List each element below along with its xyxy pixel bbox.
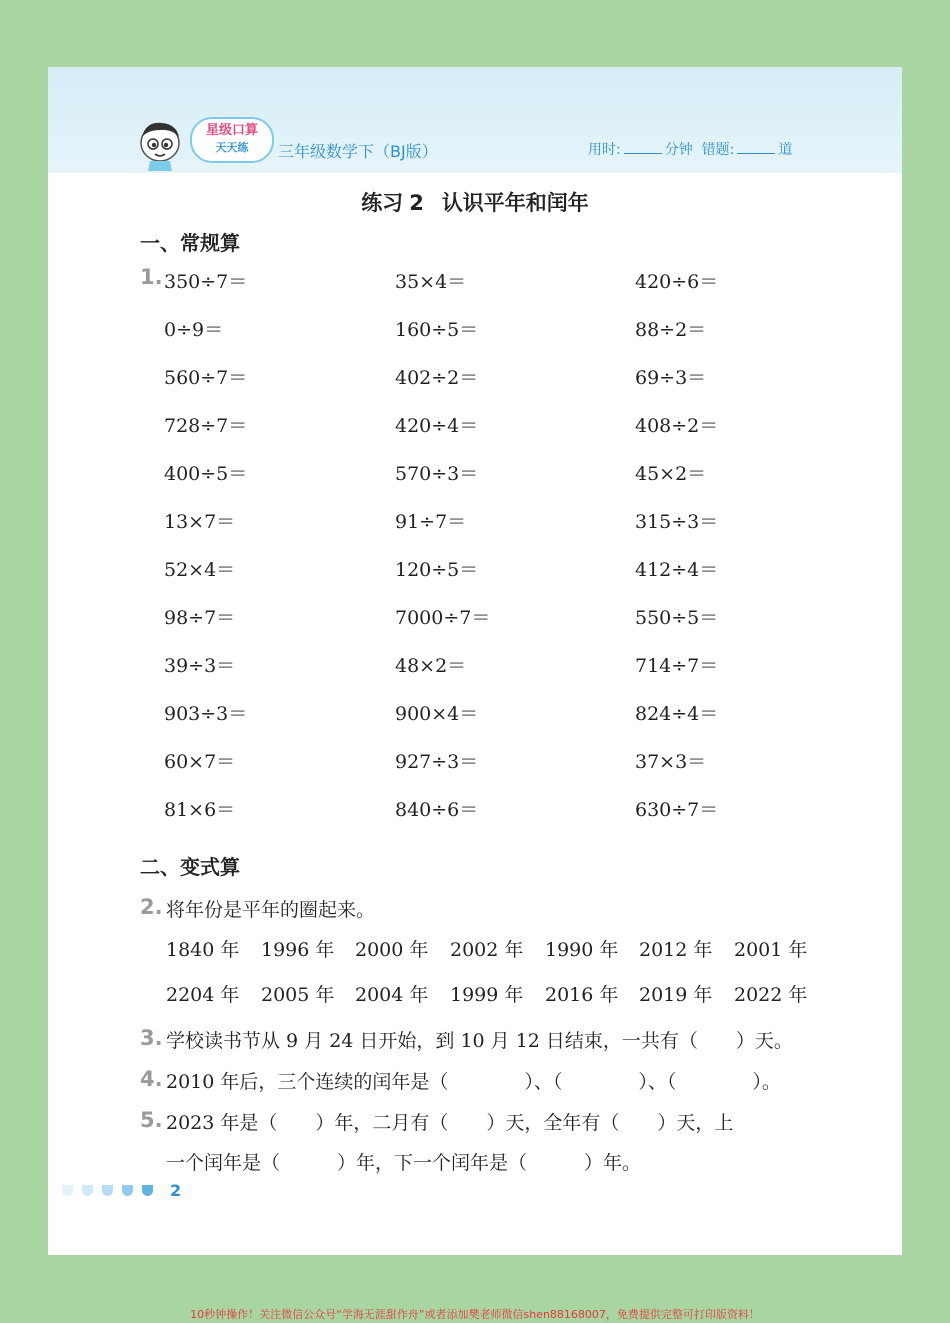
calc-row [164,747,864,777]
time-unit: 分钟 [664,142,693,158]
calc-item: 570÷3＝ [395,463,479,485]
calc-item: 81×6＝ [164,799,236,821]
question-number: 1. [140,265,163,289]
calc-row [164,555,864,585]
calc-row [164,603,864,633]
calc-item: 350÷7＝ [164,271,248,293]
calc-item: 120÷5＝ [395,559,479,581]
calc-item: 400÷5＝ [164,463,248,485]
calc-item: 7000÷7＝ [395,607,491,629]
calc-row [164,651,864,681]
calc-row [164,315,864,345]
calc-row [164,267,864,297]
brand-line1: 星级口算 [205,123,258,138]
calc-item: 98÷7＝ [164,607,236,629]
calc-item: 412÷4＝ [635,559,719,581]
question-number: 5. [140,1108,163,1132]
error-label: 错题: [701,142,735,158]
year-item: 2000 年 [355,939,429,961]
year-item: 2022 年 [734,984,808,1006]
promo-notice: 10秒钟操作！关注微信公众号“学海无涯甜作舟”或者添加樊老师微信shen88168007，免费提供完整可打印版资料！ [190,1308,760,1321]
decor-dot [102,1185,113,1196]
calc-item: 560÷7＝ [164,367,248,389]
error-unit: 道 [778,142,793,158]
year-item: 1996 年 [261,939,335,961]
time-blank [624,141,662,154]
year-item: 2012 年 [639,939,713,961]
calc-item: 45×2＝ [635,463,707,485]
calc-item: 160÷5＝ [395,319,479,341]
calc-item: 91÷7＝ [395,511,467,533]
calc-item: 88÷2＝ [635,319,707,341]
question-5-line1: 2023 年是（ ）年，二月有（ ）天，全年有（ ）天，上 [166,1112,734,1134]
year-item: 2016 年 [545,984,619,1006]
year-item: 2204 年 [166,984,240,1006]
question-2-text: 将年份是平年的圈起来。 [166,899,376,921]
decor-dot [122,1185,133,1196]
calc-item: 903÷3＝ [164,703,248,725]
question-number: 3. [140,1026,163,1050]
title-prefix: 练习 [361,191,404,215]
section2-heading: 二、变式算 [140,855,240,879]
title-number: 2 [409,191,424,215]
calc-item: 69÷3＝ [635,367,707,389]
calc-item: 900×4＝ [395,703,479,725]
calc-row [164,507,864,537]
decor-dot [142,1185,153,1196]
book-title: 三年级数学下（BJ版） [278,142,438,161]
question-5-line2: 一个闰年是（ ）年，下一个闰年是（ ）年。 [166,1152,642,1174]
calc-item: 13×7＝ [164,511,236,533]
year-item: 2005 年 [261,984,335,1006]
calc-item: 0÷9＝ [164,319,224,341]
calc-item: 927÷3＝ [395,751,479,773]
calc-item: 39÷3＝ [164,655,236,677]
calc-row [164,795,864,825]
worksheet-page [48,67,902,1255]
section1-heading: 一、常规算 [140,231,240,255]
calc-item: 315÷3＝ [635,511,719,533]
brand-line2: 天天练 [215,141,249,154]
mascot-icon [136,119,186,173]
question-4-text: 2010 年后，三个连续的闰年是（ ）、（ ）、（ ）。 [166,1071,781,1093]
time-error-record [588,139,792,159]
calc-item: 714÷7＝ [635,655,719,677]
calc-item: 728÷7＝ [164,415,248,437]
year-item: 2004 年 [355,984,429,1006]
time-label: 用时: [588,142,621,158]
title-text: 认识平年和闰年 [441,191,589,215]
calc-row [164,699,864,729]
calc-row [164,411,864,441]
decor-dot [62,1185,73,1196]
page-title [48,187,902,217]
page-number: 2 [170,1181,182,1200]
calc-item: 48×2＝ [395,655,467,677]
year-item: 1990 年 [545,939,619,961]
calc-item: 52×4＝ [164,559,236,581]
calc-item: 408÷2＝ [635,415,719,437]
calc-row [164,363,864,393]
year-item: 1999 年 [450,984,524,1006]
calc-item: 37×3＝ [635,751,707,773]
calc-item: 60×7＝ [164,751,236,773]
calc-item: 420÷6＝ [635,271,719,293]
year-item: 2019 年 [639,984,713,1006]
calc-item: 35×4＝ [395,271,467,293]
error-blank [737,141,775,154]
calc-item: 420÷4＝ [395,415,479,437]
calc-item: 824÷4＝ [635,703,719,725]
question-number: 2. [140,895,163,919]
year-item: 1840 年 [166,939,240,961]
year-item: 2002 年 [450,939,524,961]
question-number: 4. [140,1067,163,1091]
calc-row [164,459,864,489]
calc-item: 630÷7＝ [635,799,719,821]
calc-item: 402÷2＝ [395,367,479,389]
year-item: 2001 年 [734,939,808,961]
brand-logo [190,117,274,163]
decor-dot [82,1185,93,1196]
question-3-text: 学校读书节从 9 月 24 日开始，到 10 月 12 日结束，一共有（ ）天。 [166,1030,793,1052]
calc-item: 550÷5＝ [635,607,719,629]
calc-item: 840÷6＝ [395,799,479,821]
